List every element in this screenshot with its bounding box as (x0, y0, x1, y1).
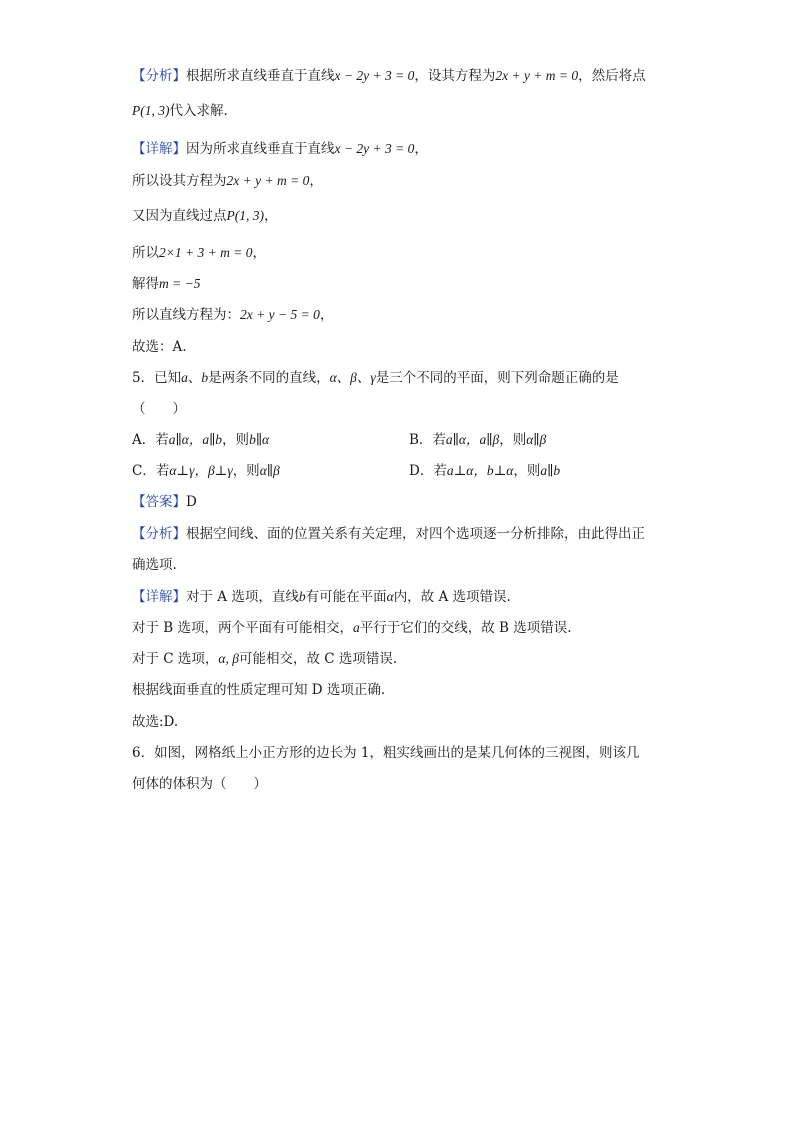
detail-5-line-5 (132, 713, 178, 731)
math-expr: α∥β (526, 432, 547, 447)
detail-line-7 (132, 338, 187, 356)
math-expr: P(1, 3) (226, 208, 264, 223)
text: 解得 (132, 276, 159, 292)
detail-tag: 【详解】 (132, 141, 186, 157)
text: A．若 (132, 432, 169, 448)
text: 所以直线方程为： (132, 307, 240, 323)
detail-5-line-2 (132, 619, 572, 637)
text: 对于 C 选项， (132, 651, 219, 667)
option-c (132, 462, 280, 480)
text: ，设其方程为 (414, 68, 496, 84)
math-expr: 2x + y − 5 = 0 (240, 307, 320, 322)
text: 可能相交，故 C 选项错误. (238, 651, 398, 667)
detail-line-4 (132, 244, 266, 262)
text: ， (309, 173, 323, 189)
math-expr: a∥α，a∥β (445, 432, 500, 447)
text: 所以设其方程为 (132, 173, 227, 189)
detail-5-line-1 (132, 588, 511, 606)
question-6-line-1 (132, 744, 639, 762)
math-expr: b (298, 589, 306, 604)
math-expr: 2x + y + m = 0 (226, 173, 310, 188)
text: 根据线面垂直的性质定理可知 D 选项正确. (132, 682, 386, 698)
option-b (409, 431, 546, 449)
math-expr: m = −5 (159, 276, 201, 291)
analysis-line-1 (132, 67, 646, 85)
text: 因为所求直线垂直于直线 (186, 141, 335, 157)
detail-line-5 (132, 275, 200, 293)
text: ，则 (232, 463, 260, 479)
answer-blank: （ ） (132, 401, 186, 417)
math-expr: a⊥α，b⊥α (446, 463, 514, 478)
math-expr: P(1, 3) (132, 103, 170, 118)
math-expr: b (201, 370, 209, 385)
detail-line-1 (132, 140, 428, 158)
detail-tag: 【详解】 (132, 589, 186, 605)
text: 平行于它们的交线，故 B 选项错误. (359, 620, 572, 636)
math-expr: x − 2y + 3 = 0 (334, 68, 415, 83)
analysis-line-2 (132, 102, 228, 120)
text: 又因为直线过点 (132, 208, 227, 224)
math-expr: x − 2y + 3 = 0 (334, 141, 415, 156)
text: 何体的体积为（ ） (132, 776, 267, 792)
question-5-stem (132, 369, 619, 387)
text: 确选项. (132, 557, 177, 573)
text: 5．已知 (132, 370, 182, 386)
analysis-5-line-1 (132, 525, 645, 543)
text: ， (319, 307, 334, 323)
text: 6．如图，网格纸上小正方形的边长为 1，粗实线画出的是某几何体的三视图，则该几 (132, 745, 640, 761)
detail-line-2 (132, 172, 323, 190)
text: 是三个不同的平面，则下列命题正确的是 (375, 370, 619, 386)
detail-line-3 (132, 207, 278, 225)
text: ，则 (513, 463, 541, 479)
math-expr: 2×1 + 3 + m = 0 (159, 245, 253, 260)
text: 对于 A 选项，直线 (186, 589, 299, 605)
text: 、 (187, 370, 202, 386)
math-expr: α、β、γ (329, 370, 376, 385)
text: ， (414, 141, 428, 157)
text: 有可能在平面 (305, 589, 387, 605)
math-expr: a∥b (540, 463, 561, 478)
detail-5-line-3 (132, 650, 397, 668)
math-expr: α⊥γ，β⊥γ (169, 463, 233, 478)
text: 故选:D. (132, 714, 179, 730)
text: 根据所求直线垂直于直线 (186, 68, 335, 84)
question-5-paren (132, 400, 186, 418)
math-expr: α (386, 589, 394, 604)
math-expr: α∥β (259, 463, 280, 478)
text: ， (252, 245, 266, 261)
text: C．若 (132, 463, 170, 479)
text: ，然后将点 (578, 68, 646, 84)
analysis-5-line-2 (132, 556, 177, 574)
text: ，则 (222, 432, 250, 448)
text: 是两条不同的直线， (208, 370, 330, 386)
math-expr: 2x + y + m = 0 (495, 68, 579, 83)
text: 所以 (132, 245, 159, 261)
option-d (409, 462, 560, 480)
math-expr: a (353, 620, 360, 635)
detail-5-line-4 (132, 681, 385, 699)
answer-line (132, 493, 197, 511)
text: 对于 B 选项，两个平面有可能相交， (132, 620, 354, 636)
math-expr: α, β (218, 651, 239, 666)
text: ， (264, 208, 278, 224)
answer-value: D (186, 494, 197, 510)
math-expr: a (181, 370, 188, 385)
math-expr: b∥α (249, 432, 270, 447)
text: ，则 (499, 432, 527, 448)
text: D．若 (409, 463, 447, 479)
answer-tag: 【答案】 (132, 494, 186, 510)
math-expr: a∥α，a∥b (168, 432, 223, 447)
text: 故选：A. (132, 339, 187, 355)
question-6-line-2 (132, 775, 267, 793)
text: 根据空间线、面的位置关系有关定理，对四个选项逐一分析排除，由此得出正 (186, 526, 645, 542)
text: B．若 (409, 432, 446, 448)
detail-line-6 (132, 306, 333, 324)
analysis-tag: 【分析】 (132, 68, 186, 84)
analysis-tag: 【分析】 (132, 526, 186, 542)
text: 代入求解. (169, 103, 228, 119)
option-a (132, 431, 269, 449)
text: 内，故 A 选项错误. (393, 589, 511, 605)
